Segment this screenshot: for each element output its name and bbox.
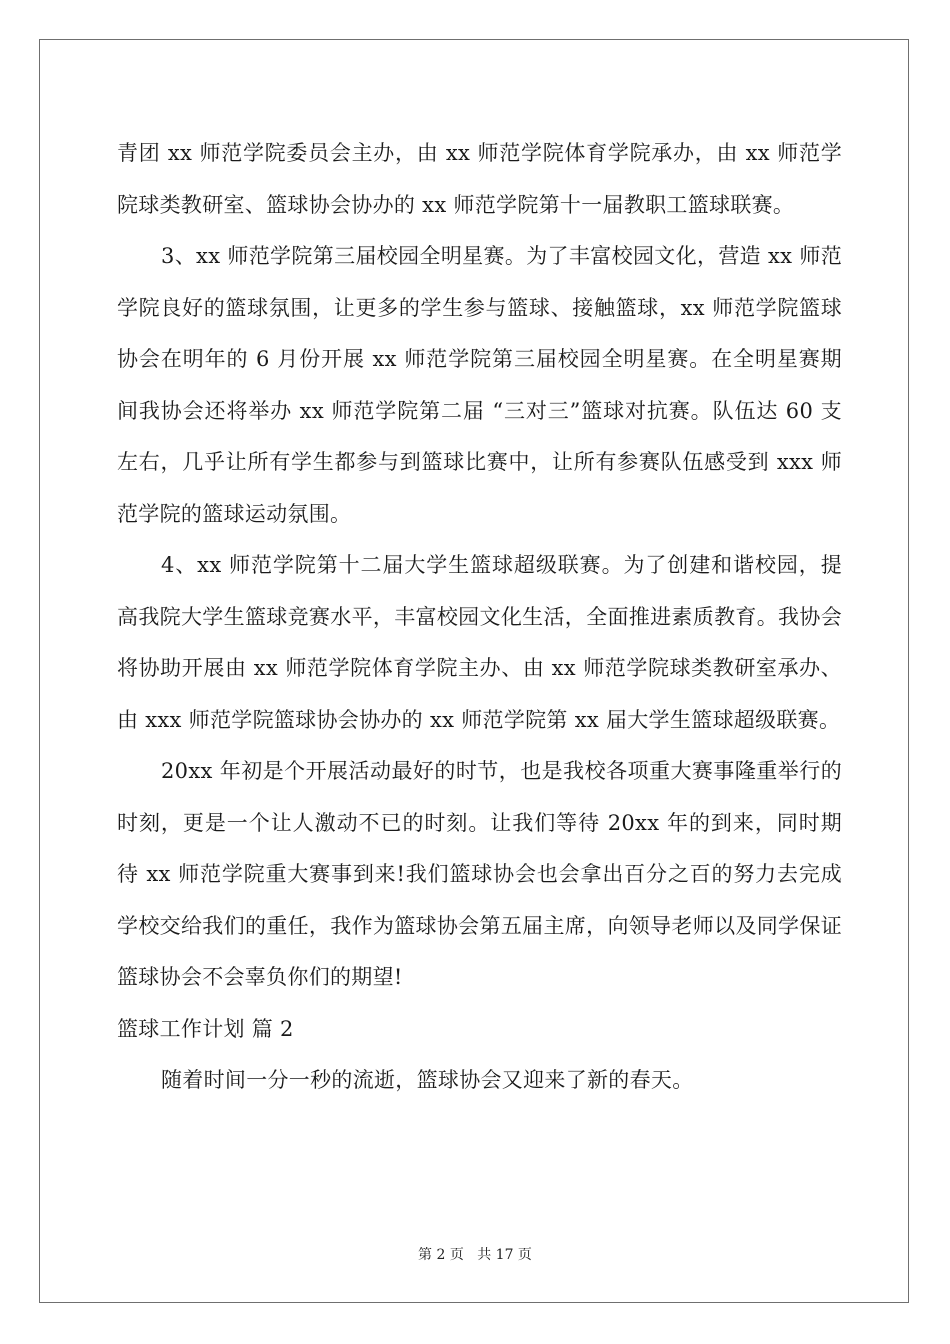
paragraph-section-intro: 随着时间一分一秒的流逝，篮球协会又迎来了新的春天。 <box>161 1068 694 1092</box>
page-total: 共 17 页 <box>477 1247 532 1263</box>
document-body <box>117 128 842 1107</box>
paragraph-item-3: 3、xx 师范学院第三届校园全明星赛。为了丰富校园文化，营造 xx 师范学院良好的篮球氛围，让更多的学生参与篮球、接触篮球，xx 师范学院篮球协会在明年的 6 月份开展 xx 师范学院第三届校园全明星赛。在全明星赛期间我协会还将举办 xx 师范学院第二届 “三对三”篮球对抗赛。队伍达 60 支左右，几乎让所有学生都参与到篮球比赛中，让所有参赛队伍感受到 xxx 师范学院的篮球运动氛围。 <box>117 244 842 526</box>
page-number: 第 2 页 <box>418 1247 464 1263</box>
paragraph-continuation: 青团 xx 师范学院委员会主办，由 xx 师范学院体育学院承办，由 xx 师范学院球类教研室、篮球协会协办的 xx 师范学院第十一届教职工篮球联赛。 <box>117 141 842 217</box>
section-heading: 篮球工作计划 篇 2 <box>117 1016 294 1041</box>
paragraph-item-4: 4、xx 师范学院第十二届大学生篮球超级联赛。为了创建和谐校园，提高我院大学生篮球竞赛水平，丰富校园文化生活，全面推进素质教育。我协会将协助开展由 xx 师范学院体育学院主办、由 xx 师范学院球类教研室承办、由 xxx 师范学院篮球协会协办的 xx 师范学院第 xx 届大学生篮球超级联赛。 <box>117 553 842 732</box>
page-footer <box>0 1244 950 1264</box>
paragraph-closing: 20xx 年初是个开展活动最好的时节，也是我校各项重大赛事隆重举行的时刻，更是一个让人激动不已的时刻。让我们等待 20xx 年的到来，同时期待 xx 师范学院重大赛事到来!我们篮球协会也会拿出百分之百的努力去完成学校交给我们的重任，我作为篮球协会第五届主席，向领导老师以及同学保证篮球协会不会辜负你们的期望! <box>117 759 842 989</box>
